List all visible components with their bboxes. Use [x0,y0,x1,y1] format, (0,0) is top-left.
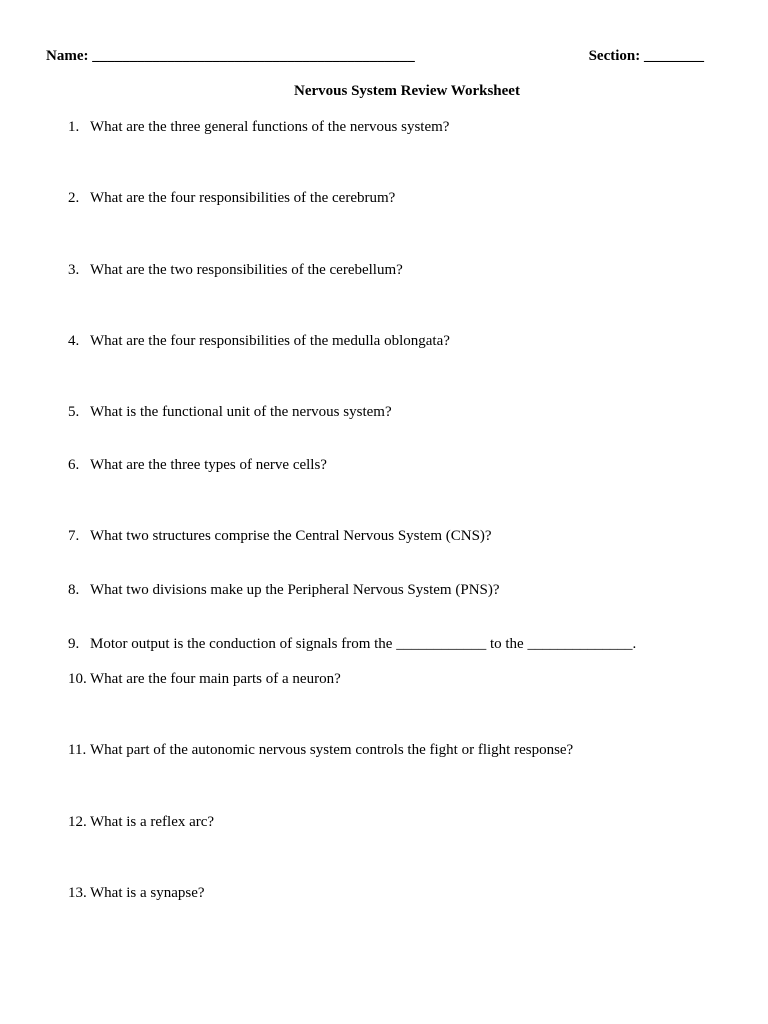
question-11 [68,741,573,759]
question-5 [68,403,392,421]
question-text: What are the three types of nerve cells? [90,457,327,473]
question-7 [68,527,492,545]
question-6 [68,456,327,474]
question-text: What is a synapse? [90,885,205,901]
question-number: 4. [68,333,80,349]
question-text: What two structures comprise the Central Nervous System (CNS)? [90,528,492,544]
name-field-label: Name: ___________________________________________ [46,48,415,64]
question-text: What two divisions make up the Peripheral Nervous System (PNS)? [90,582,500,598]
question-text: What are the four main parts of a neuron? [90,671,341,687]
question-text: What are the three general functions of the nervous system? [90,119,450,135]
section-field-label: Section: ________ [588,48,704,64]
worksheet-title: Nervous System Review Worksheet [294,83,520,99]
question-number: 2. [68,190,80,206]
question-number: 5. [68,404,80,420]
question-text: What are the two responsibilities of the cerebellum? [90,262,403,278]
question-10 [68,670,341,688]
question-13 [68,884,205,902]
question-2 [68,189,395,207]
question-number: 7. [68,528,80,544]
question-3 [68,261,403,279]
question-number: 10. [68,671,87,687]
header-row [46,47,704,67]
question-text: What is the functional unit of the nervous system? [90,404,392,420]
question-text: What part of the autonomic nervous system controls the fight or flight response? [90,742,574,758]
question-number: 6. [68,457,80,473]
question-9 [68,635,636,653]
question-number: 13. [68,885,87,901]
question-text: What are the four responsibilities of the medulla oblongata? [90,333,450,349]
question-4 [68,332,450,350]
question-number: 3. [68,262,80,278]
question-text: What are the four responsibilities of the cerebrum? [90,190,396,206]
question-1 [68,118,449,136]
question-12 [68,813,214,831]
question-number: 12. [68,814,87,830]
question-number: 1. [68,119,80,135]
question-text: What is a reflex arc? [90,814,215,830]
question-8 [68,581,500,599]
question-number: 11. [68,742,87,758]
question-number: 8. [68,582,80,598]
question-number: 9. [68,636,80,652]
question-text: Motor output is the conduction of signals from the ____________ to the ______________. [90,636,637,652]
